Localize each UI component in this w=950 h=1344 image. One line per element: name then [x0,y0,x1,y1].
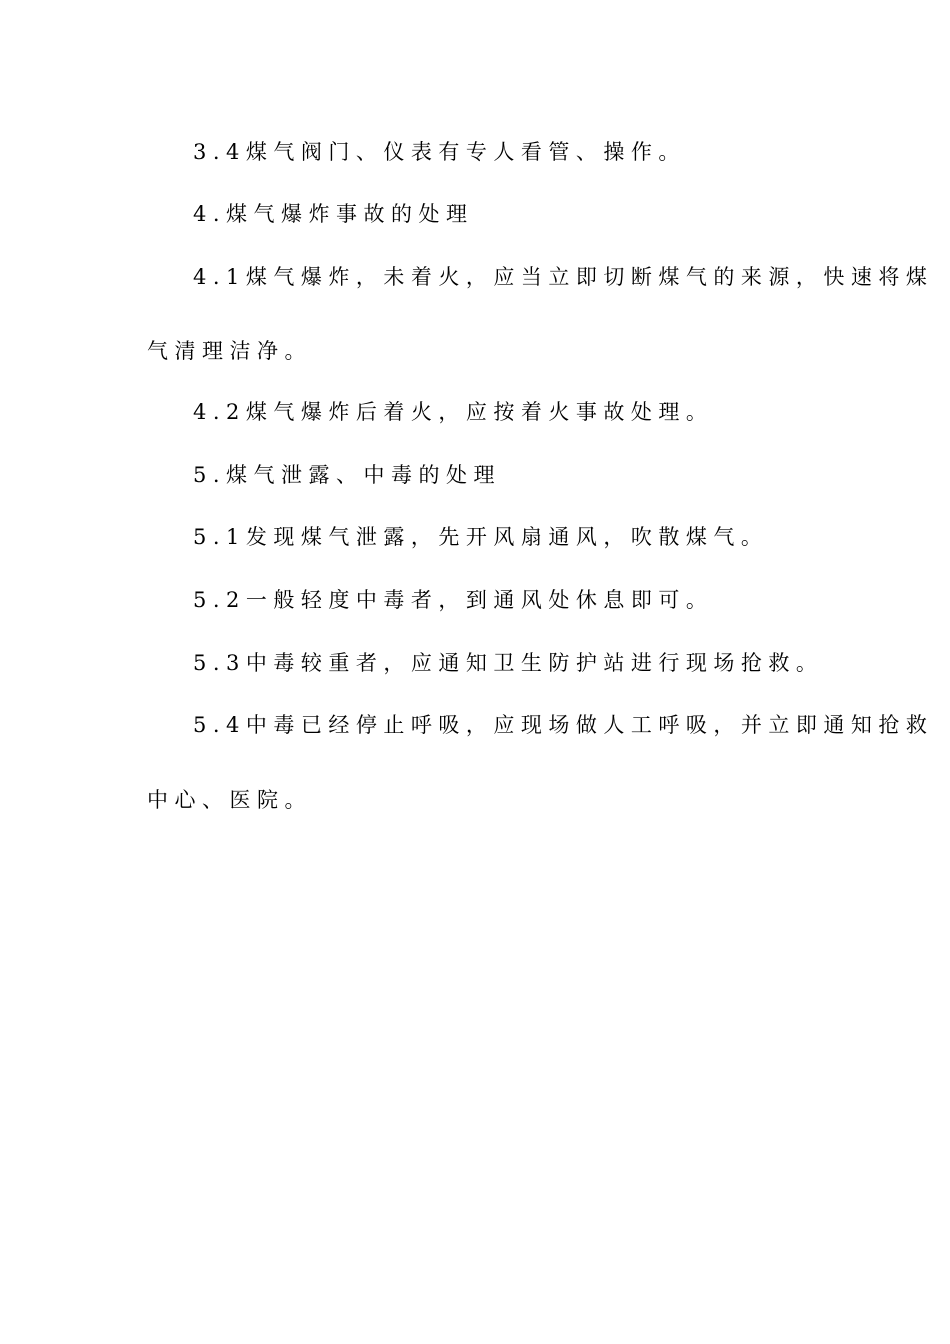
paragraph-5-4-line-1: 5.4中毒已经停止呼吸，应现场做人工呼吸，并立即通知抢救 [193,713,934,737]
paragraph-4-1-line-2: 气清理洁净。 [147,339,312,363]
paragraph-3-4: 3.4煤气阀门、仪表有专人看管、操作。 [193,140,686,164]
heading-5: 5.煤气泄露、中毒的处理 [193,463,502,487]
paragraph-5-1: 5.1发现煤气泄露，先开风扇通风，吹散煤气。 [193,525,769,549]
paragraph-4-1-line-1: 4.1煤气爆炸，未着火，应当立即切断煤气的来源，快速将煤 [193,265,934,289]
heading-4: 4.煤气爆炸事故的处理 [193,202,474,226]
paragraph-5-4-line-2: 中心、医院。 [147,788,312,812]
paragraph-5-2: 5.2一般轻度中毒者，到通风处休息即可。 [193,588,714,612]
paragraph-4-2: 4.2煤气爆炸后着火，应按着火事故处理。 [193,400,714,424]
paragraph-5-3: 5.3中毒较重者，应通知卫生防护站进行现场抢救。 [193,651,824,675]
